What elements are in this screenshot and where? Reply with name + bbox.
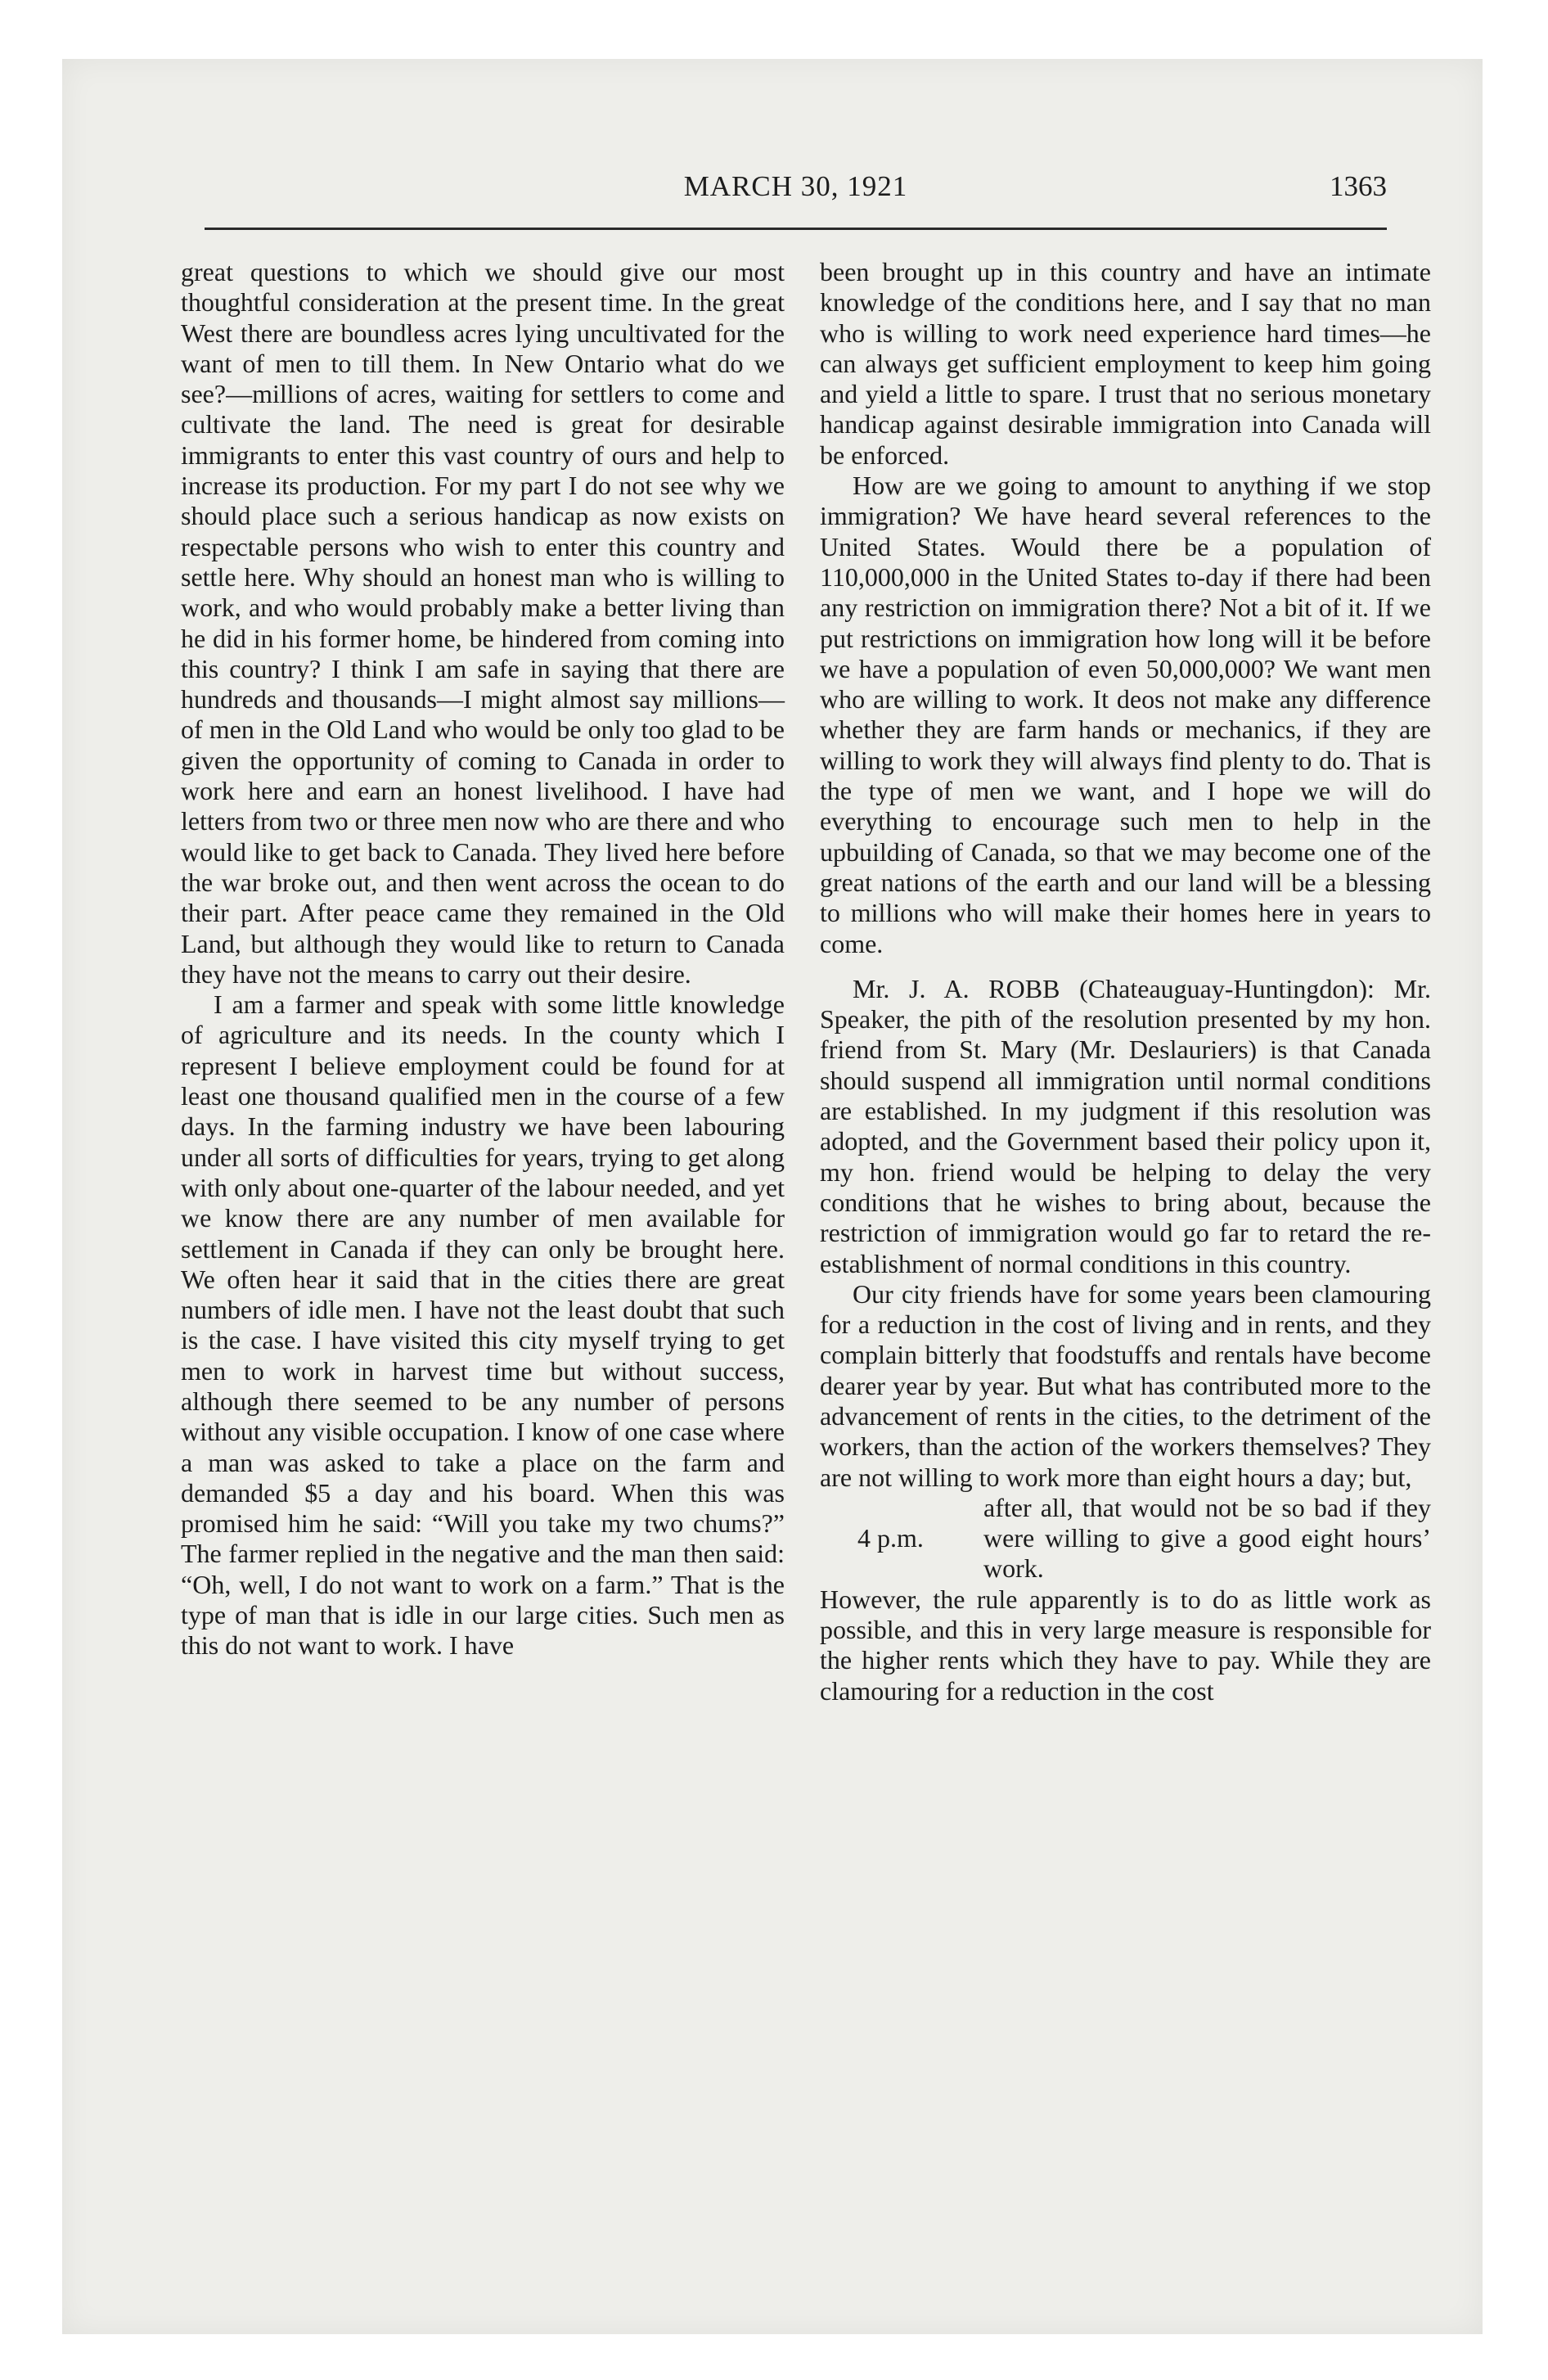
right-paragraph-2: How are we going to amount to anything if we stop immigration? We have heard several references to the United States. Would there be a population of 110,000,000 in the United States to-day if there had been any restriction on immigration there? Not a bit of it. If we put restrictions on immigration how long will it be before we have a population of even 50,000,000? We want men who are willing to work. It deos not make any difference whether they are farm hands or mechanics, if they are willing to work they will always find plenty to do. That is the type of men we want, and I hope we will do everything to encourage such men to help in the upbuilding of Canada, so that we may become one of the great nations of the earth and our land will be a blessing to millions who will make their homes here in years to come. bbox=[820, 471, 1431, 958]
right-paragraph-4: Our city friends have for some years been clamouring for a reduction in the cost of living and in rents, and they complain bitterly that foodstuffs and rentals have become dearer year by year. But what has contributed more to the advancement of rents in the cities, to the detriment of the workers, than the action of the workers themselves? They are not willing to work more than eight hours a day; but, bbox=[820, 1278, 1431, 1492]
header-rule bbox=[205, 228, 1387, 230]
left-paragraph-1: great questions to which we should give our most thoughtful consideration at the present time. In the great West there are boundless acres lying uncultivated for the want of men to till them. In New Ontario what do we see?—millions of acres, waiting for settlers to come and cultivate the land. The need is great for desirable immigrants to enter this vast country of ours and help to increase its production. For my part I do not see why we should place such a serious handicap as now exists on respectable persons who wish to enter this country and settle here. Why should an honest man who is willing to work, and who would probably make a better living than he did in his former home, be hindered from coming into this country? I think I am safe in saying that there are hundreds and thousands—I might almost say millions—of men in the Old Land who would be only too glad to be given the opportunity of coming to Canada in order to work here and earn an honest livelihood. I have had letters from two or three men now who are there and who would like to get back to Canada. They lived here before the war broke out, and then went across the ocean to do their part. After peace came they remained in the Old Land, but although they would like to return to Canada they have not the means to carry out their desire. bbox=[181, 257, 785, 989]
right-paragraph-1: been brought up in this country and have an intimate knowledge of the conditions here, and I say that no man who is willing to work need experience hard times—he can always get sufficient employment to keep him going and yield a little to spare. I trust that no serious monetary handicap against desirable immigration into Canada will be enforced. bbox=[820, 257, 1431, 470]
right-column bbox=[820, 257, 1431, 1706]
right-paragraph-4-end: However, the rule apparently is to do as little work as possible, and this in very large measure is responsible for the higher rents which they have to pay. While they are clamouring for a reduction in the cost bbox=[820, 1584, 1431, 1706]
page-header bbox=[205, 170, 1387, 219]
right-paragraph-3: Mr. J. A. ROBB (Chateauguay-Huntingdon): Mr. Speaker, the pith of the resolution presented by my hon. friend from St. Mary (Mr. Deslauriers) is that Canada should suspend all immigration until normal conditions are established. In my judgment if this resolution was adopted, and the Government based their policy upon it, my hon. friend would be helping to delay the very conditions that he wishes to bring about, because the restriction of immigration would go far to retard the re-establishment of normal conditions in this country. bbox=[820, 973, 1431, 1278]
margin-note-block bbox=[820, 1493, 1431, 1584]
margin-time-note: 4 p.m. bbox=[857, 1522, 924, 1553]
left-column bbox=[181, 257, 785, 1661]
page-number: 1363 bbox=[1330, 170, 1387, 202]
right-paragraph-4-continued: after all, that would not be so bad if they were willing to give a good eight hours’ work. bbox=[983, 1492, 1431, 1584]
header-date: MARCH 30, 1921 bbox=[683, 170, 908, 202]
left-paragraph-2: I am a farmer and speak with some little knowledge of agriculture and its needs. In the county which I represent I believe employment could be found for at least one thousand qualified men in the course of a few days. In the farming industry we have been labouring under all sorts of difficulties for years, trying to get along with only about one-quarter of the labour needed, and yet we know there are any number of men available for settlement in Canada if they can only be brought here. We often hear it said that in the cities there are great numbers of idle men. I have not the least doubt that such is the case. I have visited this city myself trying to get men to work in harvest time but without success, although there seemed to be any number of persons without any visible occupation. I know of one case where a man was asked to take a place on the farm and demanded $5 a day and his board. When this was promised him he said: “Will you take my two chums?” The farmer replied in the negative and the man then said: “Oh, well, I do not want to work on a farm.” That is the type of man that is idle in our large cities. Such men as this do not want to work. I have bbox=[181, 989, 785, 1661]
